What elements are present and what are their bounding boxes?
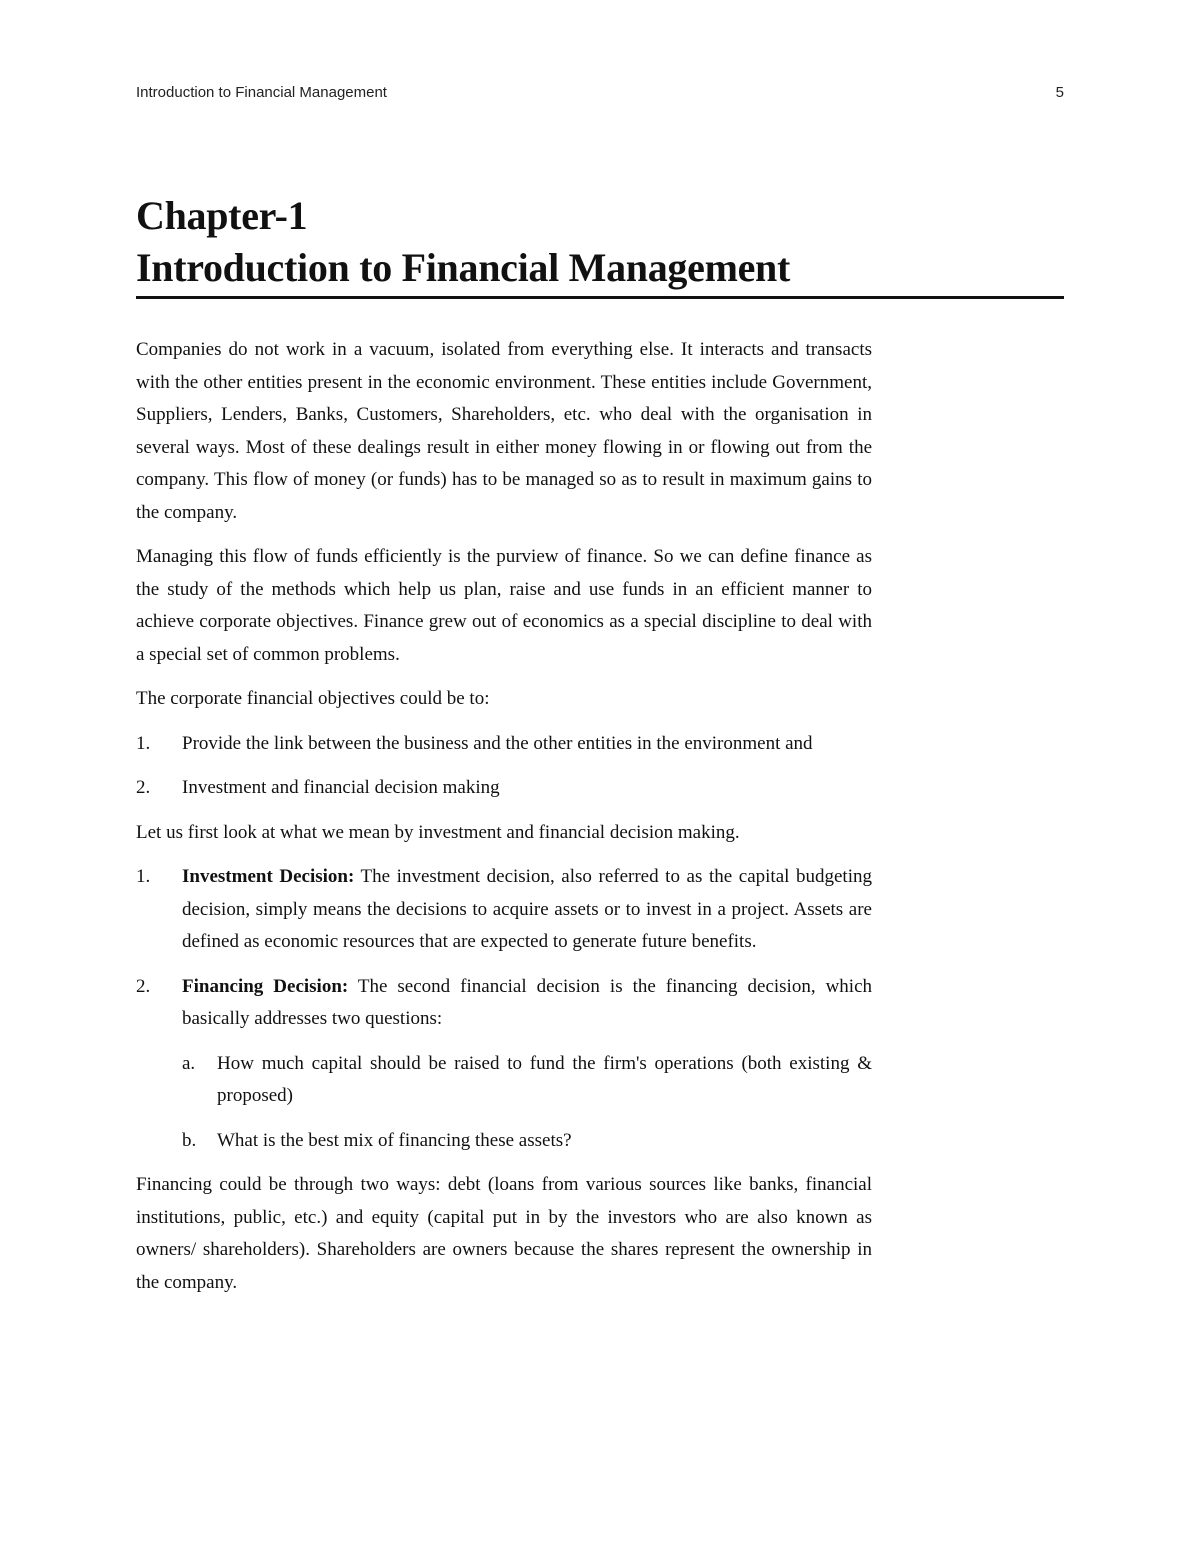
term-investment-decision: Investment Decision: [182, 866, 355, 887]
paragraph-intro: Companies do not work in a vacuum, isolated from everything else. It interacts and transacts with the other entities present in the economic environment. These entities include Government, Suppliers, Lenders, Banks, Customers, Shareholders, etc. who deal with the organisation in several ways. Most of these dealings result in either money flowing in or flowing out from the company. This flow of money (or funds) has to be managed so as to result in maximum gains to the company. [136, 339, 872, 523]
list-number: 2. [136, 975, 151, 997]
financing-questions-list [182, 1048, 872, 1158]
list-text: The investment decision, also referred to as the capital budgeting decision, simply means the decisions to acquire assets or to invest in a project. Assets are defined as economic resources that are expected to generate future benefits. [182, 866, 872, 952]
paragraph-finance-definition: Managing this flow of funds efficiently is the purview of finance. So we can define finance as the study of the methods which help us plan, raise and use funds in an efficient manner to achieve corporate objectives. Finance grew out of economics as a special discipline to deal with a special set of common problems. [136, 546, 872, 665]
list-text: Provide the link between the business and the other entities in the environment and [182, 732, 813, 754]
chapter-label: Chapter-1 [136, 193, 308, 238]
list-letter: b. [182, 1129, 197, 1151]
list-letter: a. [182, 1052, 196, 1074]
page-number: 5 [1055, 84, 1064, 101]
decisions-list [136, 861, 872, 1157]
running-header [136, 84, 1064, 104]
chapter-title: Introduction to Financial Management [136, 245, 791, 290]
list-text: What is the best mix of financing these assets? [217, 1129, 572, 1151]
list-text: Investment and financial decision making [182, 777, 500, 798]
list-number: 2. [136, 777, 151, 798]
paragraph-decisions-lead: Let us first look at what we mean by investment and financial decision making. [136, 821, 740, 843]
list-item [182, 1048, 872, 1113]
list-item [136, 971, 872, 1158]
list-text: The second financial decision is the financing decision, which basically addresses two questions: [182, 975, 873, 1029]
list-item [136, 772, 872, 805]
term-financing-decision: Financing Decision: [182, 975, 349, 997]
list-item [182, 1125, 872, 1158]
list-number: 1. [136, 732, 151, 754]
heading-rule [136, 296, 1064, 299]
running-title: Introduction to Financial Management [136, 84, 387, 101]
paragraph-financing-ways: Financing could be through two ways: debt (loans from various sources like banks, financial institutions, public, etc.) and equity (capital put in by the investors who are also known as owners/ shareholders). Shareholders are owners because the shares represent the ownership in the company. [136, 1174, 872, 1293]
objectives-list [136, 728, 872, 805]
paragraph-objectives-lead: The corporate financial objectives could be to: [136, 688, 490, 709]
chapter-heading [136, 190, 1064, 294]
list-item [136, 861, 872, 959]
list-item [136, 728, 872, 761]
list-number: 1. [136, 866, 151, 887]
body-text [136, 334, 872, 1311]
list-text: How much capital should be raised to fund the firm's operations (both existing & proposed) [217, 1052, 872, 1106]
